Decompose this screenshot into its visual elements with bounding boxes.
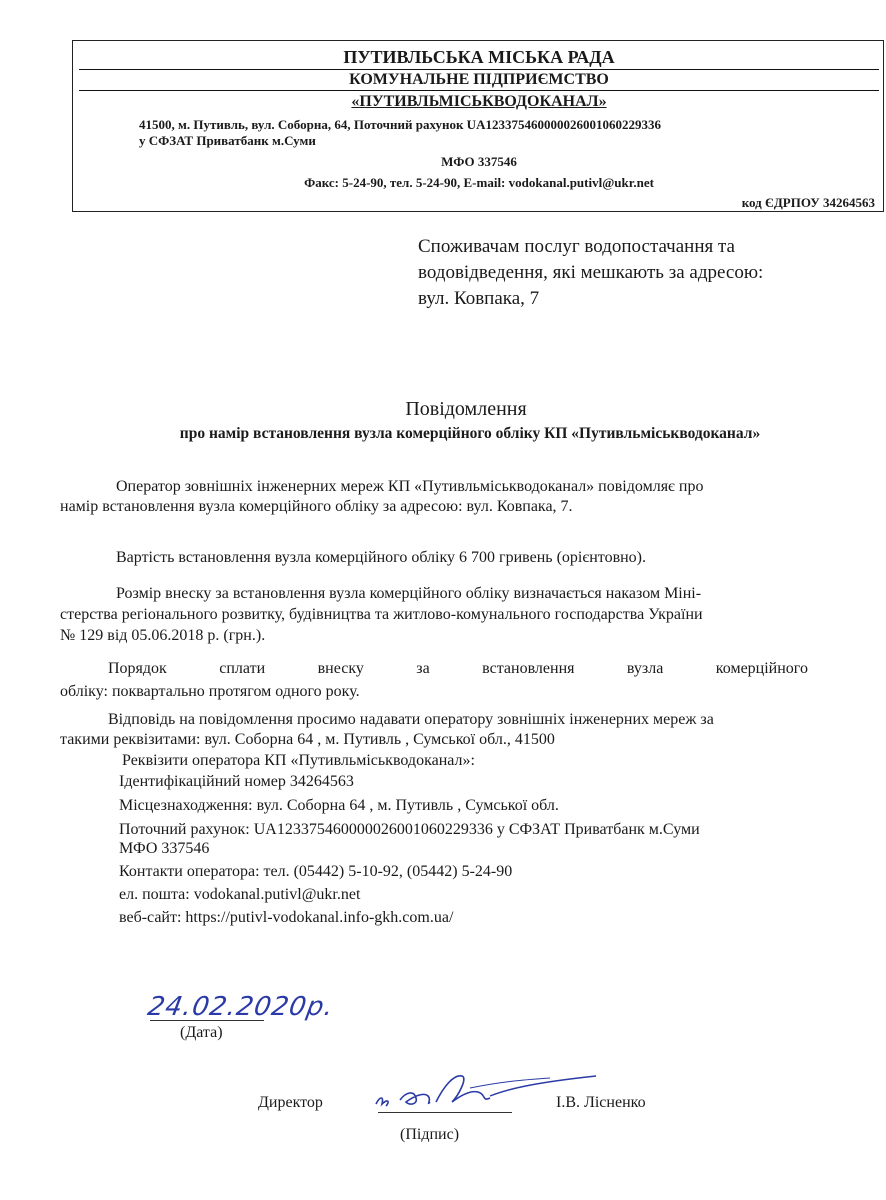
paragraph-3-line-2: стерства регіонального розвитку, будівництва та житлово-комунального господарства України [60, 606, 703, 623]
notice-subtitle: про намір встановлення вузла комерційного обліку КП «Путивльміськводоканал» [179, 425, 761, 442]
paragraph-1-line-1: Оператор зовнішніх інженерних мереж КП «Путивльміськводоканал» повідомляє про [116, 478, 704, 495]
letterhead-rule-1 [79, 69, 879, 70]
date-label: (Дата) [180, 1024, 223, 1041]
p4-word: комерційного [715, 660, 808, 677]
letterhead [72, 40, 884, 212]
recipient-block [418, 234, 878, 312]
enterprise-mfo: МФО 337546 [441, 154, 517, 169]
date-underline [150, 1020, 264, 1021]
recipient-line-3: вул. Ковпака, 7 [418, 288, 540, 309]
p4-word: за [416, 660, 430, 677]
enterprise-type: КОМУНАЛЬНЕ ПІДПРИЄМСТВО [349, 71, 609, 88]
director-label: Директор [258, 1094, 323, 1111]
recipient-line-1: Споживачам послуг водопостачання та [418, 236, 735, 257]
requisites-location: Місцезнаходження: вул. Соборна 64 , м. Путивль , Сумської обл. [119, 797, 559, 814]
notice-title: Повідомлення [405, 398, 527, 420]
p4-word: вузла [626, 660, 664, 677]
enterprise-address: 41500, м. Путивль, вул. Соборна, 64, Поточний рахунок UA123375460000026001060229336 [139, 117, 661, 132]
requisites-account: Поточний рахунок: UA123375460000026001060229336 у СФЗАТ Приватбанк м.Суми [119, 821, 700, 838]
director-name: І.В. Лісненко [556, 1094, 646, 1111]
paragraph-3-line-1: Розмір внеску за встановлення вузла комерційного обліку визначається наказом Міні- [116, 585, 702, 602]
requisites-website: веб-сайт: https://putivl-vodokanal.info-gkh.com.ua/ [119, 909, 454, 926]
p4-word: встановлення [482, 660, 575, 677]
requisites-email: ел. пошта: vodokanal.putivl@ukr.net [119, 886, 361, 903]
paragraph-4-line-2: обліку: поквартально протягом одного року. [60, 683, 360, 700]
requisites-contacts: Контакти оператора: тел. (05442) 5-10-92, (05442) 5-24-90 [119, 863, 513, 880]
paragraph-5-line-2: такими реквізитами: вул. Соборна 64 , м. Путивль , Сумської обл., 41500 [60, 731, 555, 748]
enterprise-name: «ПУТИВЛЬМІСЬКВОДОКАНАЛ» [351, 93, 607, 110]
requisites-header: Реквізити оператора КП «Путивльміськводоканал»: [122, 752, 475, 769]
enterprise-edrpou: код ЄДРПОУ 34264563 [741, 195, 875, 210]
letterhead-rule-2 [79, 90, 879, 91]
p4-word: внеску [317, 660, 364, 677]
paragraph-1-line-2: намір встановлення вузла комерційного обліку за адресою: вул. Ковпака, 7. [60, 498, 573, 515]
paragraph-4-line-1 [108, 660, 808, 678]
requisites-id-number: Ідентифікаційний номер 34264563 [119, 773, 354, 790]
requisites-mfo: МФО 337546 [119, 840, 210, 857]
signature-label: (Підпис) [400, 1126, 460, 1143]
enterprise-contacts: Факс: 5-24-90, тел. 5-24-90, E-mail: vodokanal.putivl@ukr.net [304, 175, 654, 190]
paragraph-5-line-1: Відповідь на повідомлення просимо надавати оператору зовнішніх інженерних мереж за [108, 711, 714, 728]
enterprise-bank: у СФЗАТ Приватбанк м.Суми [139, 133, 316, 148]
p4-word: Порядок [108, 660, 167, 677]
p4-word: сплати [219, 660, 266, 677]
paragraph-3-line-3: № 129 від 05.06.2018 р. (грн.). [60, 627, 266, 644]
signature-underline [378, 1112, 512, 1113]
paragraph-2: Вартість встановлення вузла комерційного обліку 6 700 гривень (орієнтовно). [116, 549, 647, 566]
handwritten-date: 24.02.2020р. [145, 992, 337, 1022]
recipient-line-2: водовідведення, які мешкають за адресою: [418, 262, 764, 283]
council-name: ПУТИВЛЬСЬКА МІСЬКА РАДА [343, 47, 615, 67]
